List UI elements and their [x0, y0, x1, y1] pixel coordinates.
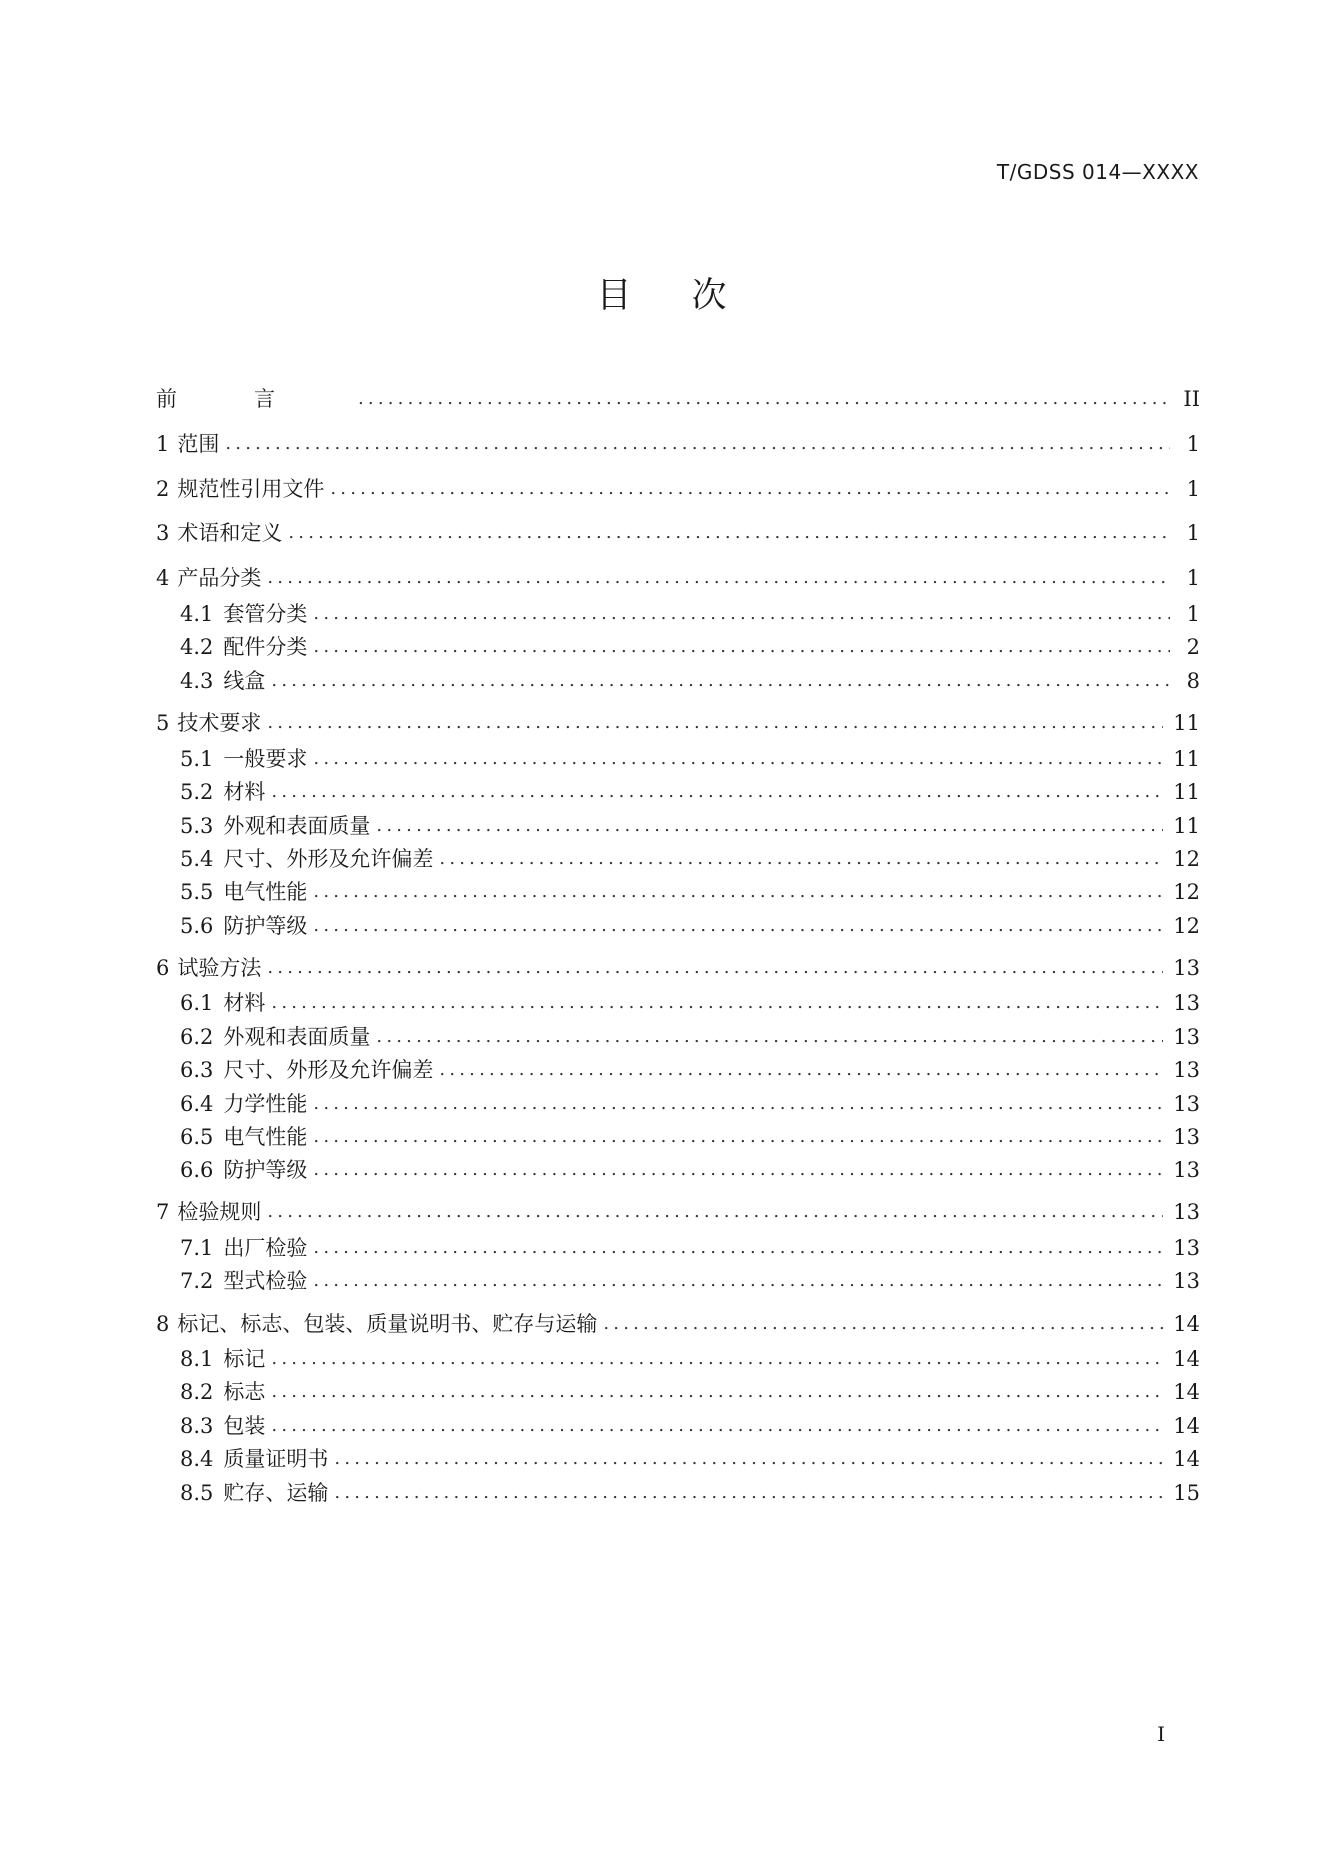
toc-entry-number: 6.1	[180, 991, 214, 1015]
toc-entry-8-5[interactable]	[180, 1478, 1200, 1508]
leader-dots	[288, 518, 1170, 548]
toc-entry-6-3[interactable]	[180, 1055, 1200, 1085]
leader-dots	[313, 911, 1163, 941]
leader-dots	[358, 384, 1170, 414]
toc-entry-8[interactable]	[156, 1309, 1200, 1339]
toc-entry-page: 1	[1186, 477, 1200, 501]
toc-entry-page: 13	[1173, 956, 1200, 980]
toc-entry-page: 13	[1173, 1269, 1200, 1293]
toc-entry-label: 外观和表面质量	[223, 814, 371, 838]
toc-entry-2[interactable]	[156, 474, 1200, 504]
toc-entry-label: 电气性能	[223, 1125, 308, 1149]
leader-dots	[271, 777, 1163, 807]
leader-dots	[271, 1344, 1163, 1374]
toc-entry-5-4[interactable]	[180, 844, 1200, 874]
toc-entry-number: 8.1	[180, 1347, 214, 1371]
toc-entry-5-6[interactable]	[180, 911, 1200, 941]
leader-dots	[313, 1155, 1163, 1185]
toc-entry-page: 13	[1173, 1158, 1200, 1182]
toc-entry-4-2[interactable]	[180, 632, 1200, 662]
toc-entry-label: 产品分类	[177, 566, 262, 590]
toc-entry-1[interactable]	[156, 429, 1200, 459]
leader-dots	[267, 563, 1170, 593]
toc-entry-label: 电气性能	[223, 880, 308, 904]
toc-entry-number: 7.2	[180, 1269, 214, 1293]
toc-entry-number: 6.4	[180, 1092, 214, 1116]
toc-entry-8-3[interactable]	[180, 1411, 1200, 1441]
toc-entry-number: 8.2	[180, 1380, 214, 1404]
toc-entry-number: 8.3	[180, 1414, 214, 1438]
leader-dots	[313, 1233, 1163, 1263]
toc-entry-8-1[interactable]	[180, 1344, 1200, 1374]
toc-entry-6-5[interactable]	[180, 1122, 1200, 1152]
toc-entry-3[interactable]	[156, 518, 1200, 548]
toc-entry-label: 型式检验	[223, 1269, 308, 1293]
toc-entry-label: 标记	[223, 1347, 266, 1371]
toc-entry-label: 尺寸、外形及允许偏差	[223, 847, 434, 871]
toc-entry-page: 14	[1173, 1447, 1200, 1471]
toc-entry-number: 4.3	[180, 669, 214, 693]
toc-entry-number: 4.1	[180, 602, 214, 626]
toc-entry-7[interactable]	[156, 1197, 1200, 1227]
toc-entry-5-1[interactable]	[180, 744, 1200, 774]
toc-entry-6-4[interactable]	[180, 1089, 1200, 1119]
toc-entry-5-3[interactable]	[180, 811, 1200, 841]
toc-entry-8-4[interactable]	[180, 1444, 1200, 1474]
toc-entry-number: 6.6	[180, 1158, 214, 1182]
leader-dots	[267, 953, 1163, 983]
toc-entry-4[interactable]	[156, 563, 1200, 593]
toc-entry-7-2[interactable]	[180, 1266, 1200, 1296]
toc-entry-label: 线盒	[223, 669, 266, 693]
toc-entry-number: 6	[156, 956, 170, 980]
toc-entry-number: 5.6	[180, 914, 214, 938]
leader-dots	[271, 1377, 1163, 1407]
toc-entry-label: 标志	[223, 1380, 266, 1404]
leader-dots	[267, 708, 1163, 738]
toc-entry-number: 8	[156, 1312, 170, 1336]
document-code: T/GDSS 014—XXXX	[996, 160, 1199, 184]
toc-entry-foreword[interactable]	[156, 384, 1200, 414]
leader-dots	[271, 666, 1170, 696]
toc-entry-4-1[interactable]	[180, 599, 1200, 629]
toc-entry-label: 一般要求	[223, 747, 308, 771]
leader-dots	[330, 474, 1170, 504]
toc-entry-page: 12	[1173, 914, 1200, 938]
toc-entry-7-1[interactable]	[180, 1233, 1200, 1263]
toc-entry-page: 11	[1173, 814, 1200, 838]
toc-entry-page: 1	[1186, 566, 1200, 590]
toc-entry-label: 尺寸、外形及允许偏差	[223, 1058, 434, 1082]
toc-entry-label: 标记、标志、包装、质量说明书、贮存与运输	[177, 1312, 598, 1336]
toc-entry-number: 5.4	[180, 847, 214, 871]
toc-entry-5[interactable]	[156, 708, 1200, 738]
toc-entry-label: 配件分类	[223, 635, 308, 659]
toc-entry-label: 前言	[156, 387, 352, 411]
toc-entry-6-2[interactable]	[180, 1022, 1200, 1052]
leader-dots	[313, 1089, 1163, 1119]
toc-entry-page: 13	[1173, 1125, 1200, 1149]
toc-entry-number: 4	[156, 566, 170, 590]
toc-entry-label: 范围	[177, 432, 220, 456]
leader-dots	[313, 744, 1163, 774]
toc-entry-page: 14	[1173, 1380, 1200, 1404]
toc-entry-page: 12	[1173, 847, 1200, 871]
toc-entry-label: 检验规则	[177, 1200, 262, 1224]
leader-dots	[225, 429, 1170, 459]
toc-entry-8-2[interactable]	[180, 1377, 1200, 1407]
toc-entry-label: 外观和表面质量	[223, 1025, 371, 1049]
toc-entry-number: 5	[156, 711, 170, 735]
toc-entry-6-6[interactable]	[180, 1155, 1200, 1185]
toc-entry-label: 材料	[223, 991, 266, 1015]
toc-entry-page: 1	[1186, 432, 1200, 456]
toc-entry-page: 1	[1186, 521, 1200, 545]
toc-entry-number: 1	[156, 432, 170, 456]
leader-dots	[603, 1309, 1163, 1339]
leader-dots	[313, 877, 1163, 907]
toc-entry-page: 13	[1173, 1236, 1200, 1260]
leader-dots	[313, 1122, 1163, 1152]
leader-dots	[439, 1055, 1163, 1085]
toc-entry-page: 15	[1173, 1481, 1200, 1505]
toc-entry-5-2[interactable]	[180, 777, 1200, 807]
toc-entry-6-1[interactable]	[180, 988, 1200, 1018]
leader-dots	[271, 988, 1163, 1018]
toc-entry-page: 13	[1173, 1025, 1200, 1049]
page-title: 目次	[596, 276, 787, 316]
leader-dots	[313, 599, 1170, 629]
toc-entry-label: 套管分类	[223, 602, 308, 626]
toc-entry-label: 试验方法	[177, 956, 262, 980]
toc-entry-page: 11	[1173, 711, 1200, 735]
toc-entry-number: 8.4	[180, 1447, 214, 1471]
toc-entry-label: 包装	[223, 1414, 266, 1438]
toc-entry-page: 11	[1173, 780, 1200, 804]
toc-entry-page: 13	[1173, 1200, 1200, 1224]
toc-entry-4-3[interactable]	[180, 666, 1200, 696]
toc-entry-label: 防护等级	[223, 914, 308, 938]
toc-entry-number: 7.1	[180, 1236, 214, 1260]
toc-entry-page: 13	[1173, 991, 1200, 1015]
leader-dots	[313, 1266, 1163, 1296]
toc-entry-label: 力学性能	[223, 1092, 308, 1116]
toc-entry-page: 1	[1186, 602, 1200, 626]
page-number: I	[1157, 1722, 1165, 1746]
toc-entry-label: 出厂检验	[223, 1236, 308, 1260]
toc-entry-number: 5.5	[180, 880, 214, 904]
toc-entry-page: 14	[1173, 1414, 1200, 1438]
toc-entry-label: 术语和定义	[177, 521, 283, 545]
toc-entry-page: 13	[1173, 1058, 1200, 1082]
toc-entry-page: 13	[1173, 1092, 1200, 1116]
leader-dots	[267, 1197, 1163, 1227]
leader-dots	[376, 811, 1163, 841]
toc-entry-number: 6.3	[180, 1058, 214, 1082]
leader-dots	[334, 1444, 1163, 1474]
toc-entry-page: 14	[1173, 1312, 1200, 1336]
leader-dots	[313, 632, 1170, 662]
toc-entry-number: 5.3	[180, 814, 214, 838]
toc-entry-label: 贮存、运输	[223, 1481, 329, 1505]
toc-entry-page: 8	[1186, 669, 1200, 693]
toc-entry-label: 规范性引用文件	[177, 477, 325, 501]
toc-entry-page: 12	[1173, 880, 1200, 904]
leader-dots	[439, 844, 1163, 874]
toc-entry-label: 防护等级	[223, 1158, 308, 1182]
leader-dots	[271, 1411, 1163, 1441]
toc-entry-number: 6.5	[180, 1125, 214, 1149]
toc-entry-label: 材料	[223, 780, 266, 804]
toc-entry-page: 14	[1173, 1347, 1200, 1371]
toc-entry-number: 5.2	[180, 780, 214, 804]
toc-entry-number: 6.2	[180, 1025, 214, 1049]
toc-entry-number: 8.5	[180, 1481, 214, 1505]
leader-dots	[334, 1478, 1163, 1508]
toc-entry-number: 5.1	[180, 747, 214, 771]
toc-entry-page: 11	[1173, 747, 1200, 771]
leader-dots	[376, 1022, 1163, 1052]
toc-entry-label: 技术要求	[177, 711, 262, 735]
toc-entry-6[interactable]	[156, 953, 1200, 983]
toc-entry-page: II	[1183, 387, 1200, 411]
toc-entry-number: 7	[156, 1200, 170, 1224]
toc-entry-label: 质量证明书	[223, 1447, 329, 1471]
toc-entry-number: 2	[156, 477, 170, 501]
toc-entry-page: 2	[1186, 635, 1200, 659]
toc-entry-number: 3	[156, 521, 170, 545]
toc-entry-number: 4.2	[180, 635, 214, 659]
toc-entry-5-5[interactable]	[180, 877, 1200, 907]
